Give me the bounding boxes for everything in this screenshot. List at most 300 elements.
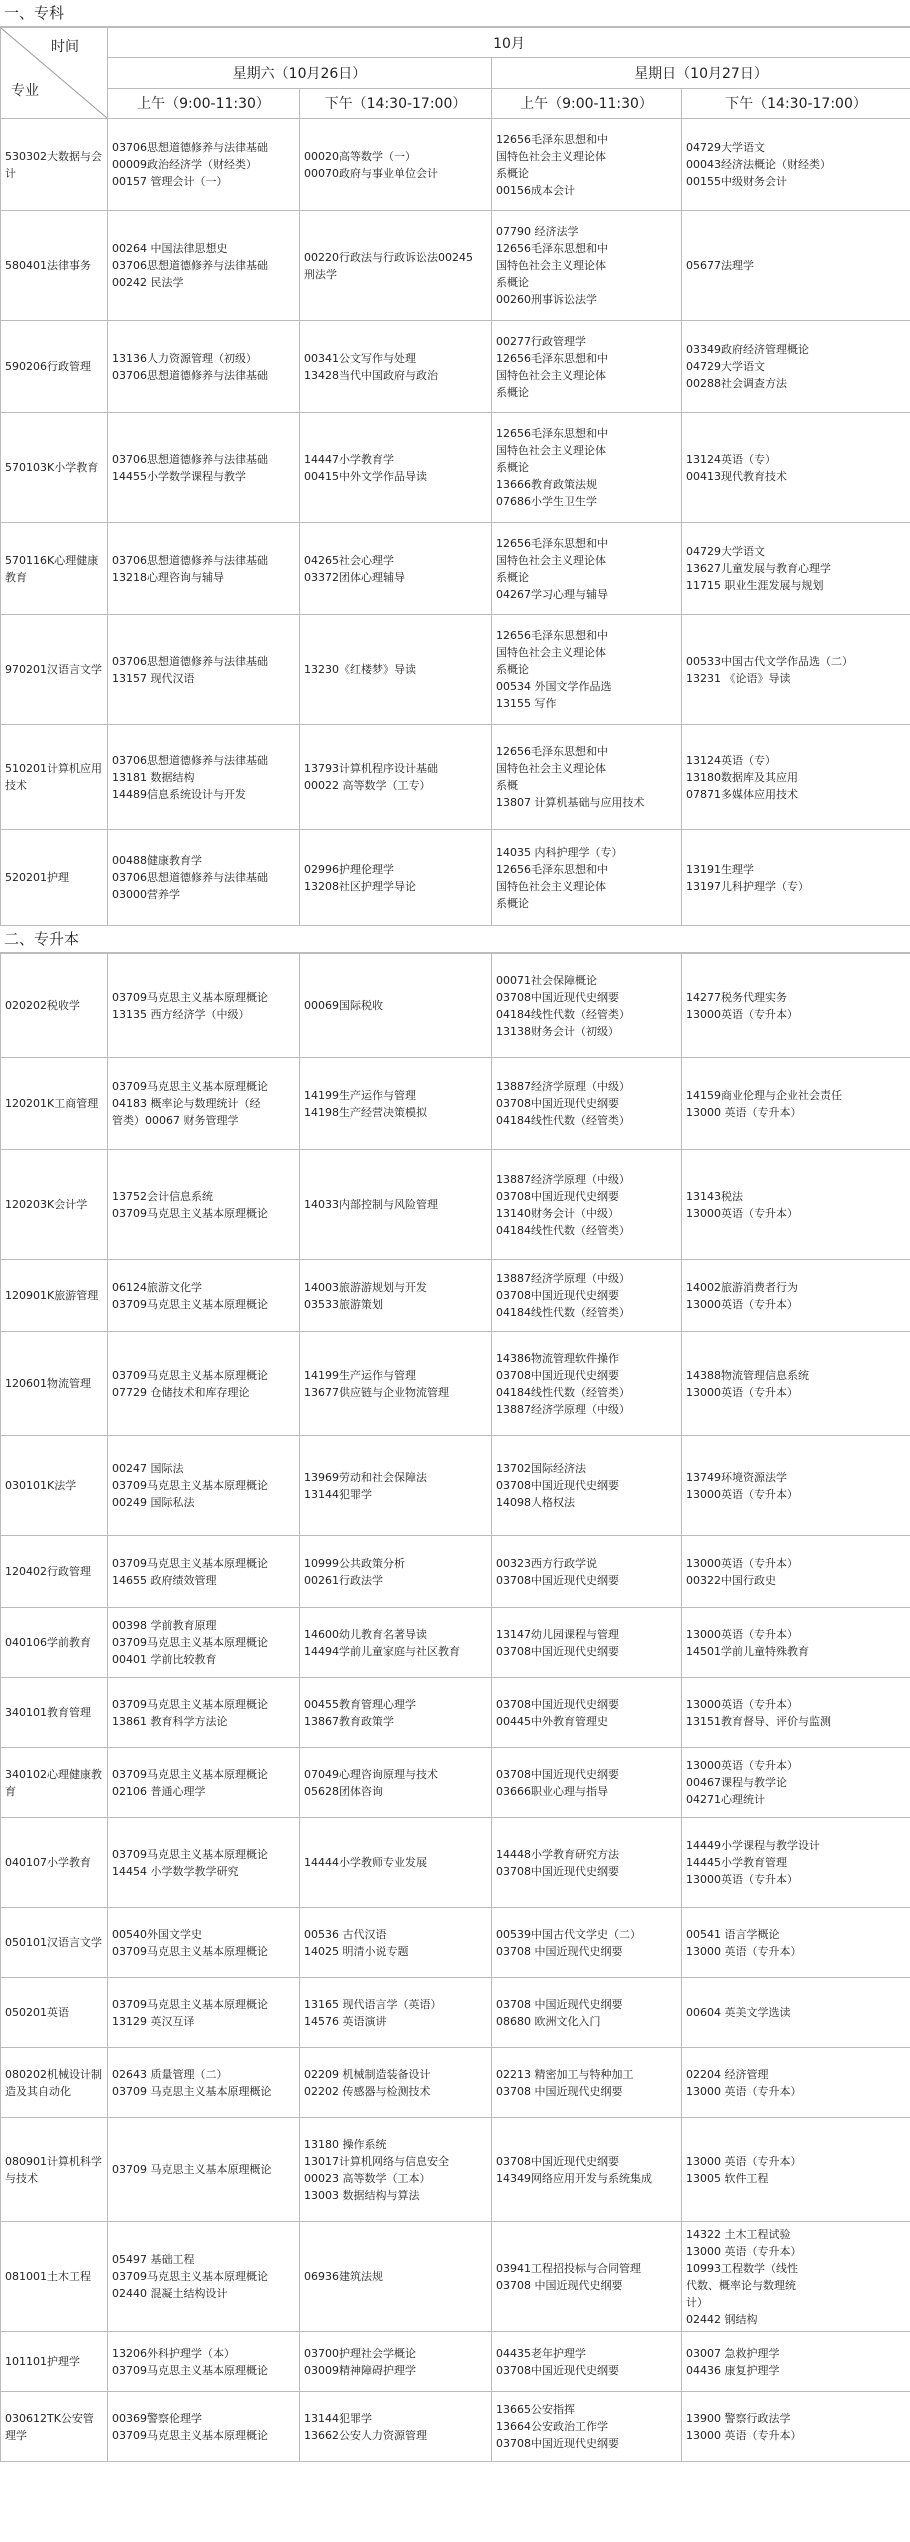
major-cell: 040106学前教育 bbox=[1, 1608, 108, 1678]
slot-sun-pm-cell bbox=[682, 2118, 910, 2222]
table-row bbox=[1, 523, 910, 615]
slot-sun-am-cell bbox=[492, 2332, 682, 2392]
course-line: 13666教育政策法规 bbox=[496, 478, 597, 491]
table-row bbox=[1, 1436, 910, 1536]
course-line: 05677法理学 bbox=[686, 259, 754, 272]
course-line: 03708中国近现代史纲要 bbox=[496, 1697, 619, 1711]
zhuanshengben-rows bbox=[1, 954, 910, 2462]
course-line: 03708中国近现代史纲要 bbox=[496, 1189, 619, 1203]
slot-sun-am-cell bbox=[492, 1678, 682, 1748]
course-line: 07049心理咨询原理与技术 bbox=[304, 1767, 438, 1781]
course-line: 03709马克思主义基本原理概论 bbox=[112, 1556, 268, 1570]
slot-sat-am-cell bbox=[108, 1436, 300, 1536]
course-line: 14033内部控制与风险管理 bbox=[304, 1198, 438, 1211]
course-line: 04184线性代数（经管类） bbox=[496, 1007, 630, 1021]
course-line: 00157 管理会计（一） bbox=[112, 175, 228, 188]
course-line: 11715 职业生涯发展与规划 bbox=[686, 579, 824, 592]
course-line: 00070政府与事业单位会计 bbox=[304, 166, 438, 180]
course-line: 14199生产运作与管理 bbox=[304, 1088, 416, 1102]
course-line: 02440 混凝土结构设计 bbox=[112, 2287, 228, 2300]
course-line: 00401 学前比较教育 bbox=[112, 1653, 217, 1666]
course-line: 04436 康复护理学 bbox=[686, 2363, 780, 2377]
slot-sat-pm-cell bbox=[300, 321, 492, 413]
course-line: 14454 小学数学教学研究 bbox=[112, 1864, 239, 1878]
major-cell: 050101汉语言文学 bbox=[1, 1908, 108, 1978]
course-line: 03007 急救护理学 bbox=[686, 2346, 780, 2360]
course-line: 03709马克思主义基本原理概论 bbox=[112, 1997, 268, 2011]
major-cell: 120901K旅游管理 bbox=[1, 1260, 108, 1332]
slot-sun-pm-cell bbox=[682, 1908, 910, 1978]
course-line: 刑法学 bbox=[304, 267, 337, 281]
section-title-zhuanke: 一、专科 bbox=[0, 0, 910, 27]
course-line: 03709马克思主义基本原理概论 bbox=[112, 1697, 268, 1711]
course-line: 03706思想道德修养与法律基础 bbox=[112, 259, 268, 272]
course-line: 14576 英语演讲 bbox=[304, 2014, 387, 2028]
course-line: 00264 中国法律思想史 bbox=[112, 242, 228, 255]
course-line: 13000英语（专升本） bbox=[686, 1206, 798, 1220]
slot-sat-pm-cell bbox=[300, 413, 492, 523]
course-line: 10999公共政策分析 bbox=[304, 1556, 405, 1570]
course-line: 14489信息系统设计与开发 bbox=[112, 787, 246, 801]
major-cell: 570116K心理健康教育 bbox=[1, 523, 108, 615]
course-line: 14386物流管理软件操作 bbox=[496, 1351, 619, 1365]
slot-sat-am-cell bbox=[108, 2332, 300, 2392]
course-line: 12656毛泽东思想和中 bbox=[496, 351, 608, 365]
slot-sat-pm-cell bbox=[300, 2392, 492, 2462]
table-row bbox=[1, 830, 910, 926]
slot-sat-am-cell bbox=[108, 2222, 300, 2332]
table-row bbox=[1, 1678, 910, 1748]
slot-sun-pm-cell bbox=[682, 523, 910, 615]
slot-sat-am-cell bbox=[108, 830, 300, 926]
slot-sun-pm-cell bbox=[682, 954, 910, 1058]
course-line: 系概论 bbox=[496, 663, 529, 676]
course-line: 13000 英语（专升本） bbox=[686, 1944, 802, 1958]
course-line: 14098人格权法 bbox=[496, 1496, 575, 1509]
course-line: 13000 英语（专升本） bbox=[686, 2084, 802, 2098]
table-row bbox=[1, 413, 910, 523]
slot-sat-pm-cell bbox=[300, 2332, 492, 2392]
slot-sun-am-cell bbox=[492, 830, 682, 926]
course-line: 00413现代教育技术 bbox=[686, 469, 787, 483]
slot-sun-pm-cell bbox=[682, 321, 910, 413]
course-line: 04184线性代数（经管类） bbox=[496, 1306, 630, 1319]
major-cell: 050201英语 bbox=[1, 1978, 108, 2048]
course-line: 13000 英语（专升本） bbox=[686, 2428, 802, 2442]
slot-sat-pm-cell bbox=[300, 523, 492, 615]
slot-sat-pm-cell bbox=[300, 615, 492, 725]
course-line: 13144犯罪学 bbox=[304, 2411, 372, 2425]
slot-sun-am-cell bbox=[492, 119, 682, 211]
slot-sun-pm-cell bbox=[682, 1978, 910, 2048]
course-line: 03700护理社会学概论 bbox=[304, 2346, 416, 2360]
table-row bbox=[1, 1150, 910, 1260]
course-line: 13867教育政策学 bbox=[304, 1714, 394, 1728]
course-line: 13664公安政治工作学 bbox=[496, 2420, 608, 2433]
major-cell: 101101护理学 bbox=[1, 2332, 108, 2392]
sat-am-header: 上午（9:00-11:30） bbox=[108, 88, 300, 118]
slot-sun-pm-cell bbox=[682, 1436, 910, 1536]
table-row bbox=[1, 2332, 910, 2392]
table-row bbox=[1, 725, 910, 830]
course-line: 00023 高等数学（工本） bbox=[304, 2171, 431, 2185]
slot-sun-pm-cell bbox=[682, 1536, 910, 1608]
course-line: 00534 外国文学作品选 bbox=[496, 680, 612, 693]
course-line: 07790 经济法学 bbox=[496, 225, 579, 238]
major-cell: 580401法律事务 bbox=[1, 211, 108, 321]
slot-sun-pm-cell bbox=[682, 1818, 910, 1908]
slot-sun-pm-cell bbox=[682, 1260, 910, 1332]
major-cell: 120402行政管理 bbox=[1, 1536, 108, 1608]
course-line: 03708 中国近现代史纲要 bbox=[496, 2084, 623, 2098]
slot-sun-am-cell bbox=[492, 413, 682, 523]
table-row bbox=[1, 1908, 910, 1978]
course-line: 04729大学语文 bbox=[686, 360, 765, 373]
slot-sat-pm-cell bbox=[300, 2222, 492, 2332]
course-line: 13807 计算机基础与应用技术 bbox=[496, 796, 645, 809]
table-row bbox=[1, 2118, 910, 2222]
slot-sat-am-cell bbox=[108, 2048, 300, 2118]
table-row bbox=[1, 1260, 910, 1332]
slot-sat-pm-cell bbox=[300, 1058, 492, 1150]
course-line: 系概论 bbox=[496, 166, 529, 180]
slot-sat-am-cell bbox=[108, 615, 300, 725]
course-line: 13147幼儿园课程与管理 bbox=[496, 1627, 619, 1641]
major-cell: 120203K会计学 bbox=[1, 1150, 108, 1260]
course-line: 02106 普通心理学 bbox=[112, 1784, 206, 1798]
slot-sun-pm-cell bbox=[682, 119, 910, 211]
slot-sat-am-cell bbox=[108, 1908, 300, 1978]
course-line: 13428当代中国政府与政治 bbox=[304, 368, 438, 382]
slot-sun-am-cell bbox=[492, 1536, 682, 1608]
slot-sun-am-cell bbox=[492, 954, 682, 1058]
table-row bbox=[1, 1818, 910, 1908]
course-line: 14494学前儿童家庭与社区教育 bbox=[304, 1644, 460, 1658]
major-cell: 030101K法学 bbox=[1, 1436, 108, 1536]
course-line: 13181 数据结构 bbox=[112, 770, 195, 784]
course-line: 00536 古代汉语 bbox=[304, 1927, 387, 1941]
course-line: 13677供应链与企业物流管理 bbox=[304, 1385, 449, 1399]
course-line: 14501学前儿童特殊教育 bbox=[686, 1644, 809, 1658]
course-line: 03372团体心理辅导 bbox=[304, 570, 405, 584]
course-line: 13231 《论语》导读 bbox=[686, 671, 791, 685]
course-line: 14198生产经营决策模拟 bbox=[304, 1105, 427, 1119]
course-line: 13165 现代语言学（英语） bbox=[304, 1997, 442, 2011]
course-line: 06936建筑法规 bbox=[304, 2270, 383, 2283]
slot-sun-am-cell bbox=[492, 321, 682, 413]
slot-sat-am-cell bbox=[108, 413, 300, 523]
course-line: 13140财务会计（中级） bbox=[496, 1206, 619, 1220]
sat-pm-header: 下午（14:30-17:00） bbox=[300, 88, 492, 118]
slot-sun-am-cell bbox=[492, 2118, 682, 2222]
course-line: 14445小学教育管理 bbox=[686, 1856, 787, 1869]
course-line: 03706思想道德修养与法律基础 bbox=[112, 141, 268, 154]
slot-sun-am-cell bbox=[492, 1978, 682, 2048]
course-line: 03706思想道德修养与法律基础 bbox=[112, 753, 268, 767]
slot-sun-pm-cell bbox=[682, 615, 910, 725]
course-line: 13230《红楼梦》导读 bbox=[304, 663, 416, 676]
course-line: 03709马克思主义基本原理概论 bbox=[112, 1479, 268, 1492]
slot-sat-am-cell bbox=[108, 321, 300, 413]
course-line: 00009政治经济学（财经类） bbox=[112, 158, 257, 171]
course-line: 国特色社会主义理论体 bbox=[496, 879, 606, 893]
slot-sat-am-cell bbox=[108, 211, 300, 321]
course-line: 13124英语（专） bbox=[686, 452, 776, 466]
course-line: 02643 质量管理（二） bbox=[112, 2067, 228, 2081]
course-line: 13135 西方经济学（中级） bbox=[112, 1007, 250, 1021]
course-line: 系概论 bbox=[496, 896, 529, 910]
slot-sun-am-cell bbox=[492, 1058, 682, 1150]
slot-sun-pm-cell bbox=[682, 2332, 910, 2392]
course-line: 14448小学教育研究方法 bbox=[496, 1847, 619, 1861]
course-line: 13138财务会计（初级） bbox=[496, 1024, 619, 1038]
course-line: 00247 国际法 bbox=[112, 1462, 184, 1475]
table-row bbox=[1, 211, 910, 321]
table-row bbox=[1, 954, 910, 1058]
slot-sun-pm-cell bbox=[682, 1608, 910, 1678]
slot-sat-pm-cell bbox=[300, 2048, 492, 2118]
course-line: 03709马克思主义基本原理概论 bbox=[112, 1847, 268, 1861]
course-line: 03709马克思主义基本原理概论 bbox=[112, 1767, 268, 1781]
course-line: 00541 语言学概论 bbox=[686, 1927, 780, 1941]
course-line: 03709 马克思主义基本原理概论 bbox=[112, 2163, 272, 2176]
slot-sat-am-cell bbox=[108, 1332, 300, 1436]
table-row bbox=[1, 1332, 910, 1436]
course-line: 14388物流管理信息系统 bbox=[686, 1368, 809, 1382]
course-line: 13000 英语（专升本） bbox=[686, 2244, 802, 2258]
course-line: 13124英语（专） bbox=[686, 753, 776, 767]
course-line: 00242 民法学 bbox=[112, 276, 184, 289]
course-line: 04183 概率论与数理统计（经 bbox=[112, 1097, 261, 1110]
course-line: 13017计算机网络与信息安全 bbox=[304, 2154, 449, 2168]
course-line: 00069国际税收 bbox=[304, 999, 383, 1012]
course-line: 管类）00067 财务管理学 bbox=[112, 1114, 239, 1127]
course-line: 14003旅游游规划与开发 bbox=[304, 1280, 427, 1294]
major-cell: 030612TK公安管理学 bbox=[1, 2392, 108, 2462]
slot-sun-am-cell bbox=[492, 1608, 682, 1678]
course-line: 03708中国近现代史纲要 bbox=[496, 2363, 619, 2377]
course-line: 00533中国古代文学作品选（二） bbox=[686, 654, 853, 668]
major-cell: 120601物流管理 bbox=[1, 1332, 108, 1436]
course-line: 13752会计信息系统 bbox=[112, 1189, 213, 1203]
course-line: 系概 bbox=[496, 779, 518, 792]
course-line: 03709马克思主义基本原理概论 bbox=[112, 2363, 268, 2377]
slot-sat-pm-cell bbox=[300, 1536, 492, 1608]
course-line: 12656毛泽东思想和中 bbox=[496, 132, 608, 146]
course-line: 03708中国近现代史纲要 bbox=[496, 1289, 619, 1302]
slot-sat-am-cell bbox=[108, 1978, 300, 2048]
course-line: 00323西方行政学说 bbox=[496, 1556, 597, 1570]
course-line: 03666职业心理与指导 bbox=[496, 1784, 608, 1798]
slot-sun-pm-cell bbox=[682, 2392, 910, 2462]
course-line: 14277税务代理实务 bbox=[686, 990, 787, 1004]
course-line: 13129 英汉互译 bbox=[112, 2014, 195, 2028]
course-line: 14444小学教师专业发展 bbox=[304, 1856, 427, 1869]
course-line: 12656毛泽东思想和中 bbox=[496, 745, 608, 758]
course-line: 13005 软件工程 bbox=[686, 2171, 769, 2185]
course-line: 00445中外教育管理史 bbox=[496, 1714, 608, 1728]
course-line: 13887经济学原理（中级） bbox=[496, 1172, 630, 1186]
slot-sun-pm-cell bbox=[682, 1678, 910, 1748]
course-line: 13000英语（专升本） bbox=[686, 1297, 798, 1311]
slot-sat-am-cell bbox=[108, 1058, 300, 1150]
slot-sun-am-cell bbox=[492, 615, 682, 725]
section-title-zhuanshengben: 二、专升本 bbox=[0, 926, 910, 953]
schedule-table-zhuanshengben bbox=[0, 953, 910, 2462]
course-line: 系概论 bbox=[496, 276, 529, 289]
course-line: 13000英语（专升本） bbox=[686, 1759, 798, 1772]
course-line: 00341公文写作与处理 bbox=[304, 351, 416, 365]
course-line: 14455小学数学课程与教学 bbox=[112, 469, 246, 483]
course-line: 13000英语（专升本） bbox=[686, 1556, 798, 1570]
slot-sun-am-cell bbox=[492, 523, 682, 615]
course-line: 03706思想道德修养与法律基础 bbox=[112, 654, 268, 668]
table-row bbox=[1, 1536, 910, 1608]
course-line: 国特色社会主义理论体 bbox=[496, 368, 606, 382]
course-line: 00288社会调查方法 bbox=[686, 377, 787, 390]
major-cell: 080202机械设计制造及其自动化 bbox=[1, 2048, 108, 2118]
course-line: 14600幼儿教育名著导读 bbox=[304, 1627, 427, 1641]
course-line: 13627儿童发展与教育心理学 bbox=[686, 562, 831, 575]
table-row bbox=[1, 119, 910, 211]
course-line: 13143税法 bbox=[686, 1189, 743, 1203]
slot-sat-pm-cell bbox=[300, 1436, 492, 1536]
course-line: 13218心理咨询与辅导 bbox=[112, 570, 224, 584]
course-line: 00369警察伦理学 bbox=[112, 2411, 202, 2425]
slot-sun-am-cell bbox=[492, 2048, 682, 2118]
course-line: 13887经济学原理（中级） bbox=[496, 1402, 630, 1416]
slot-sat-pm-cell bbox=[300, 830, 492, 926]
slot-sat-pm-cell bbox=[300, 1678, 492, 1748]
slot-sun-pm-cell bbox=[682, 830, 910, 926]
course-line: 13180 操作系统 bbox=[304, 2137, 387, 2151]
slot-sun-am-cell bbox=[492, 1332, 682, 1436]
course-line: 13662公安人力资源管理 bbox=[304, 2428, 427, 2442]
course-line: 03708中国近现代史纲要 bbox=[496, 990, 619, 1004]
course-line: 04729大学语文 bbox=[686, 545, 765, 558]
course-line: 00415中外文学作品导读 bbox=[304, 469, 427, 483]
slot-sat-pm-cell bbox=[300, 725, 492, 830]
course-line: 14655 政府绩效管理 bbox=[112, 1573, 217, 1587]
course-line: 13969劳动和社会保障法 bbox=[304, 1470, 427, 1484]
course-line: 14449小学课程与教学设计 bbox=[686, 1839, 820, 1852]
slot-sat-am-cell bbox=[108, 1678, 300, 1748]
course-line: 03706思想道德修养与法律基础 bbox=[112, 452, 268, 466]
saturday-header: 星期六（10月26日） bbox=[108, 58, 492, 88]
major-cell: 120201K工商管理 bbox=[1, 1058, 108, 1150]
slot-sun-am-cell bbox=[492, 1260, 682, 1332]
course-line: 03709 马克思主义基本原理概论 bbox=[112, 2084, 272, 2098]
slot-sun-am-cell bbox=[492, 725, 682, 830]
course-line: 02213 精密加工与特种加工 bbox=[496, 2067, 634, 2081]
major-cell: 530302大数据与会计 bbox=[1, 119, 108, 211]
course-line: 00467课程与教学论 bbox=[686, 1776, 787, 1789]
course-line: 系概论 bbox=[496, 385, 529, 399]
course-line: 14035 内科护理学（专） bbox=[496, 845, 623, 859]
course-line: 00398 学前教育原理 bbox=[112, 1619, 217, 1632]
course-line: 13000英语（专升本） bbox=[686, 1873, 798, 1886]
course-line: 03709马克思主义基本原理概论 bbox=[112, 1636, 268, 1649]
course-line: 13144犯罪学 bbox=[304, 1487, 372, 1501]
course-line: 03708中国近现代史纲要 bbox=[496, 1767, 619, 1781]
course-line: 00604 英美文学选读 bbox=[686, 2006, 791, 2019]
course-line: 13003 数据结构与算法 bbox=[304, 2188, 420, 2202]
slot-sun-pm-cell bbox=[682, 1748, 910, 1818]
slot-sat-am-cell bbox=[108, 725, 300, 830]
table-row bbox=[1, 321, 910, 413]
course-line: 00455教育管理心理学 bbox=[304, 1697, 416, 1711]
course-line: 13206外科护理学（本） bbox=[112, 2346, 235, 2360]
table-row bbox=[1, 2048, 910, 2118]
slot-sat-pm-cell bbox=[300, 2118, 492, 2222]
course-line: 03708中国近现代史纲要 bbox=[496, 1573, 619, 1587]
course-line: 14002旅游消费者行为 bbox=[686, 1280, 798, 1294]
course-line: 14447小学教育学 bbox=[304, 452, 394, 466]
course-line: 国特色社会主义理论体 bbox=[496, 762, 606, 775]
sun-pm-header: 下午（14:30-17:00） bbox=[682, 88, 910, 118]
course-line: 00260刑事诉讼法学 bbox=[496, 293, 597, 306]
slot-sat-pm-cell bbox=[300, 1748, 492, 1818]
course-line: 13180数据库及其应用 bbox=[686, 770, 798, 784]
course-line: 03708中国近现代史纲要 bbox=[496, 1864, 619, 1878]
major-cell: 040107小学教育 bbox=[1, 1818, 108, 1908]
course-line: 02996护理伦理学 bbox=[304, 862, 394, 876]
course-line: 13861 教育科学方法论 bbox=[112, 1714, 228, 1728]
course-line: 04265社会心理学 bbox=[304, 553, 394, 567]
course-line: 国特色社会主义理论体 bbox=[496, 553, 606, 567]
slot-sun-am-cell bbox=[492, 2222, 682, 2332]
course-line: 系概论 bbox=[496, 461, 529, 474]
course-line: 03941工程招投标与合同管理 bbox=[496, 2261, 641, 2275]
course-line: 13000英语（专升本） bbox=[686, 1627, 798, 1641]
slot-sun-pm-cell bbox=[682, 2048, 910, 2118]
slot-sun-am-cell bbox=[492, 1908, 682, 1978]
course-line: 10993工程数学（线性 bbox=[686, 2261, 798, 2275]
course-line: 13155 写作 bbox=[496, 697, 557, 710]
zhuanke-rows bbox=[1, 119, 910, 926]
major-label: 专业 bbox=[11, 83, 39, 99]
course-line: 13197儿科护理学（专） bbox=[686, 879, 809, 893]
major-cell: 970201汉语言文学 bbox=[1, 615, 108, 725]
course-line: 国特色社会主义理论体 bbox=[496, 259, 606, 272]
course-line: 13157 现代汉语 bbox=[112, 671, 195, 685]
slot-sun-pm-cell bbox=[682, 725, 910, 830]
course-line: 国特色社会主义理论体 bbox=[496, 444, 606, 457]
course-line: 03708 中国近现代史纲要 bbox=[496, 1997, 623, 2011]
slot-sat-am-cell bbox=[108, 1748, 300, 1818]
course-line: 13887经济学原理（中级） bbox=[496, 1080, 630, 1093]
slot-sun-pm-cell bbox=[682, 1332, 910, 1436]
course-line: 02209 机械制造装备设计 bbox=[304, 2067, 431, 2081]
course-line: 03708中国近现代史纲要 bbox=[496, 2437, 619, 2450]
major-cell: 510201计算机应用技术 bbox=[1, 725, 108, 830]
course-line: 00155中级财务会计 bbox=[686, 175, 787, 188]
course-line: 13000英语（专升本） bbox=[686, 1385, 798, 1399]
course-line: 00071社会保障概论 bbox=[496, 973, 597, 987]
course-line: 00322中国行政史 bbox=[686, 1573, 776, 1587]
course-line: 00488健康教育学 bbox=[112, 854, 202, 867]
slot-sat-am-cell bbox=[108, 523, 300, 615]
course-line: 00022 高等数学（工专） bbox=[304, 779, 431, 792]
major-cell: 340101教育管理 bbox=[1, 1678, 108, 1748]
table-row bbox=[1, 615, 910, 725]
course-line: 13887经济学原理（中级） bbox=[496, 1272, 630, 1285]
course-line: 12656毛泽东思想和中 bbox=[496, 427, 608, 440]
major-cell: 590206行政管理 bbox=[1, 321, 108, 413]
course-line: 13191生理学 bbox=[686, 862, 754, 876]
table-row bbox=[1, 2392, 910, 2462]
table-row bbox=[1, 1058, 910, 1150]
